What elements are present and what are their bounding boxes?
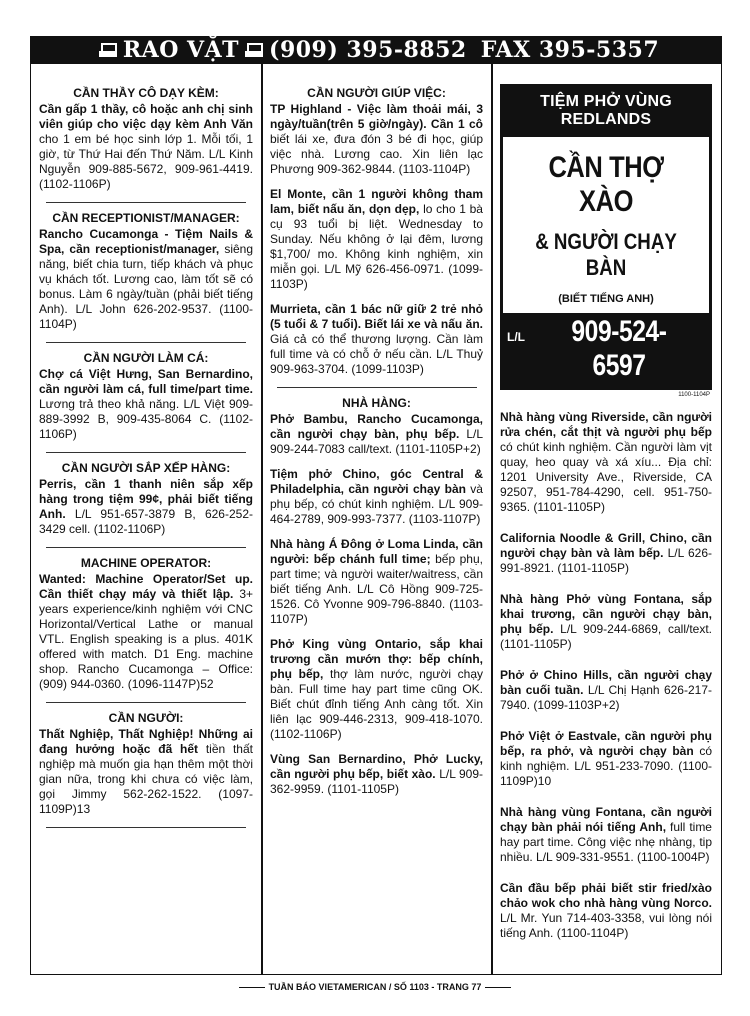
ad-lead: Phở ở Chino Hills, cần người chạy bàn cuối tuần.: [500, 668, 712, 697]
classified-ad: [39, 461, 253, 537]
section-title: MACHINE OPERATOR:: [80, 556, 212, 570]
classified-ad: [500, 592, 712, 652]
footer-text: TUẦN BÁO VIETAMERICAN / SỐ 1103 - TRANG 77: [268, 982, 482, 992]
classified-ad: [39, 711, 253, 817]
ad-body: lo cho 1 bà cụ 93 tuổi bị liệt. Wednesday to Sunday. Nếu không ở lại đêm, lương $1,700/ mo. Không kinh nghiệm, xin miễn gọi. L/L Mỹ 626-456-0971. (1099-1103P): [270, 202, 483, 291]
page-footer: [0, 982, 750, 992]
ad-body: bếp phụ, part time; và người waiter/waitress, cần biết tiếng Anh. L/L Cô Hồng 909-725-1526. Cô Yvonne 909-796-8840. (1103-1107P): [270, 552, 483, 626]
ad-lead: Cần đầu bếp phải biết stir fried/xào chảo wok cho nhà hàng vùng Norco.: [500, 881, 712, 910]
section-divider: [277, 387, 477, 388]
ad-lead: Vùng San Bernardino, Phở Lucky, cần người phụ bếp, biết xào.: [270, 752, 483, 781]
ad-body: Giá cả có thể thương lượng. Cần làm full time và có chỗ ở nếu cần. L/L Thuỷ 909-963-3704. (1099-1103P): [270, 332, 483, 376]
classified-ad: [500, 881, 712, 941]
ad-text: [39, 367, 253, 442]
ad-lead: Thất Nghiệp, Thất Nghiệp! Những ai đang hưởng hoặc đã hết: [39, 727, 253, 756]
ad-body: L/L 626-991-8921. (1101-1105P): [500, 546, 713, 575]
ad-text: [270, 752, 483, 797]
classified-ad: [270, 396, 483, 457]
ad-body: siêng năng, biết chia turn, tiếp khách và phục vụ khách tốt. Lương cao, làm tốt sẽ có bonus. Làm 6 ngày/tuần (phải biết tiếng Anh). L/L John 626-202-9537. (1100-1104P): [39, 242, 254, 331]
ad-lead: Nhà hàng vùng Fontana, cần người chạy bàn phải nói tiếng Anh,: [500, 805, 712, 834]
section-title: CẦN NGƯỜI SẮP XẾP HÀNG:: [61, 461, 231, 475]
ad-body: biết lái xe, đưa đón 3 bé đi học, giúp việc nhà. Lương cao. Xin liên lạc Phương 909-362-9844. (1103-1104P): [270, 132, 483, 176]
ad-body: L/L Chị Hạnh 626-217-7940. (1099-1103P+2): [500, 683, 712, 712]
ad-text: [500, 592, 712, 652]
ad-text: [270, 302, 483, 377]
ad-body: L/L 909-362-9959. (1101-1105P): [270, 767, 483, 796]
featured-ad-box: [500, 84, 712, 390]
ad-text: [500, 668, 712, 713]
ad-lead: California Noodle & Grill, Chino, cần người chạy bàn và làm bếp.: [500, 531, 712, 560]
classified-ad: [39, 351, 253, 442]
ad-body: có kinh nghiệm. L/L 951-233-7090. (1100-1109P)10: [500, 744, 712, 788]
ad-lead: Nhà hàng Phở vùng Fontana, sắp khai trương, cần người chạy bàn, phụ bếp.: [500, 592, 712, 636]
ad-lead: Chợ cá Việt Hưng, San Bernardino, cần người làm cá, full time/part time.: [39, 367, 253, 396]
ad-lead: Phở Bambu, Rancho Cucamonga, cần người chạy bàn, phụ bếp.: [270, 412, 483, 441]
ad-body: cho 1 em bé học sinh lớp 1. Mỗi tối, 1 giờ, từ Thứ Hai đến Thứ Năm. L/L Kinh Nguyễn 909-885-5672, 909-961-4419. (1102-1106P): [39, 132, 253, 191]
classified-ad: [270, 637, 483, 742]
ad-line-2: & NGƯỜI CHẠY BÀN: [535, 229, 677, 280]
ad-lead: Nhà hàng vùng Riverside, cần người rửa chén, cắt thịt và người phụ bếp: [500, 410, 712, 439]
section-divider: [46, 547, 246, 548]
ad-phone: 909-524-6597: [571, 315, 667, 382]
section-title: CẦN NGƯỜI:: [108, 711, 184, 725]
ad-body: thợ làm nước, người chạy bàn. Full time hay part time cũng OK. Biết chút đỉnh tiếng Anh càng tốt. Xin liên lạc 909-446-2313, 909-418-1070. (1102-1106P): [270, 667, 483, 741]
ad-text: [39, 572, 253, 692]
ad-text: [270, 412, 483, 457]
ad-heading: TIỆM PHỞ VÙNG REDLANDS: [503, 87, 709, 137]
ad-lead: Murrieta, cần 1 bác nữ giữ 2 trẻ nhỏ (5 tuổi & 7 tuổi). Biết lái xe và nấu ăn.: [270, 302, 483, 331]
column-3: [494, 66, 718, 972]
ad-text: [39, 102, 253, 192]
section-divider: [46, 202, 246, 203]
ad-text: [39, 227, 253, 332]
ad-lead: TP Highland - Việc làm thoải mái, 3 ngày/tuần(trên 5 giờ/ngày). Cần 1 cô: [270, 102, 483, 131]
classified-ad: [270, 187, 483, 292]
classified-ad: [500, 410, 712, 515]
header-fax: FAX 395-5357: [480, 37, 660, 63]
ad-lead: El Monte, cần 1 người không tham lam, biết nấu ăn, dọn dẹp,: [270, 187, 483, 216]
ad-body: tiền thất nghiệp mà muốn gia hạn thêm một thời gian nữa, trong khi chưa có việc làm, gọi Jimmy 562-262-1522. (1097-1109P)13: [39, 742, 253, 816]
ad-text: [500, 805, 712, 865]
ad-line-1: CẦN THỢ XÀO: [548, 151, 664, 218]
section-divider: [46, 827, 246, 828]
ad-body: 3+ years experience/kinh nghiệm với CNC Horizontal/Vertical Lathe or manual VTL. English speaking is a plus. 401K offered with match. D1 Eng. machine shop. Rancho Cucamonga – Office: (909) 944-0360. (1096-1147P)52: [39, 587, 253, 691]
ad-body: L/L 951-657-3879 B, 626-252-3429 cell. (1102-1106P): [39, 507, 253, 536]
ad-lead: Wanted: Machine Operator/Set up. Cần thiết chạy máy và thiết lập.: [39, 572, 253, 601]
header-rao-vat: RAO VẶT: [122, 37, 240, 63]
ad-lead: Phở King vùng Ontario, sắp khai trương cần mướn thợ: bếp chính, phụ bếp,: [270, 637, 483, 681]
ad-body: có chút kinh nghiệm. Cần người làm vịt quay, heo quay và xá xíu... Địa chỉ: 1201 University Ave., Riverside, CA 92507, 951-784-4290, cell. 951-750-9365. (1101-1105P): [500, 440, 712, 514]
ad-line-3: (BIẾT TIẾNG ANH): [558, 293, 654, 305]
ad-lead: Phở Việt ở Eastvale, cần người phụ bếp, ra phở, và người chạy bàn: [500, 729, 712, 758]
section-title: CẦN RECEPTIONIST/MANAGER:: [52, 211, 240, 225]
ad-text: [270, 467, 483, 527]
ad-body: L/L 909-244-7083 call/text. (1101-1105P+2): [270, 427, 483, 456]
ad-code: 1100-1104P: [678, 392, 710, 398]
classified-ad: [39, 556, 253, 692]
ad-text: [39, 727, 253, 817]
section-title: NHÀ HÀNG:: [342, 396, 411, 410]
printer-icon: [99, 42, 117, 58]
column-2: [264, 66, 489, 972]
ad-lead: Tiệm phở Chino, góc Central & Philadelphia, cần người chạy bàn: [270, 467, 483, 496]
classified-ad: [270, 302, 483, 377]
header-phone: (909) 395-8852: [269, 37, 467, 63]
ad-lead: Cần gấp 1 thầy, cô hoặc anh chị sinh viên giúp cho việc dạy kèm Anh Văn: [39, 102, 253, 131]
classified-ad: [270, 537, 483, 627]
classified-ad: [500, 805, 712, 865]
section-divider: [46, 702, 246, 703]
ad-text: [270, 637, 483, 742]
ad-body: Lương trả theo khả năng. L/L Việt 909-889-3992 B, 909-435-8064 C. (1102-1106P): [39, 397, 253, 441]
section-divider: [46, 452, 246, 453]
header-bar: [30, 36, 722, 64]
classified-ad: [270, 752, 483, 797]
ad-lead: Nhà hàng Á Đông ở Loma Linda, cần người: bếp chánh full time;: [270, 537, 483, 566]
section-title: CẦN NGƯỜI LÀM CÁ:: [83, 351, 209, 365]
ad-text: [500, 531, 712, 576]
ad-body: L/L 909-244-6869, call/text. (1101-1105P): [500, 622, 712, 651]
classified-ad: [500, 729, 712, 789]
classified-ad: [500, 531, 712, 576]
column-divider: [491, 64, 493, 975]
ad-text: [500, 729, 712, 789]
classified-ad: [39, 86, 253, 192]
classified-ad: [270, 86, 483, 177]
ad-body: L/L Mr. Yun 714-403-3358, vui lòng nói tiếng Anh. (1100-1104P): [500, 911, 712, 940]
column-divider: [261, 64, 263, 975]
section-title: CẦN NGƯỜI GIÚP VIỆC:: [307, 86, 446, 100]
ad-lead: Rancho Cucamonga - Tiệm Nails & Spa, cần receptionist/manager,: [39, 227, 253, 256]
ad-body: full time hay part time. Công việc nhẹ nhàng, tip nhiều. L/L 909-331-9551. (1100-1004P): [500, 820, 712, 864]
ad-body: và phụ bếp, có chút kinh nghiệm. L/L 909-464-2789, 909-993-7377. (1103-1107P): [270, 482, 483, 526]
printer-icon: [245, 42, 263, 58]
classified-ad: [270, 467, 483, 527]
ad-text: [500, 410, 712, 515]
ad-phone-bar: [503, 313, 709, 387]
ad-lead: Perris, cần 1 thanh niên sắp xếp hàng trong tiệm 99¢, phải biết tiếng Anh.: [39, 477, 253, 521]
ad-text: [270, 537, 483, 627]
classified-ad: [500, 668, 712, 713]
ad-ll: L/L: [507, 330, 525, 344]
ad-text: [39, 477, 253, 537]
ad-text: [500, 881, 712, 941]
section-divider: [46, 342, 246, 343]
ad-text: [270, 187, 483, 292]
ad-text: [270, 102, 483, 177]
section-title: CẦN THẦY CÔ DẠY KÈM:: [73, 86, 219, 100]
classified-ad: [39, 211, 253, 332]
column-1: [33, 66, 259, 972]
